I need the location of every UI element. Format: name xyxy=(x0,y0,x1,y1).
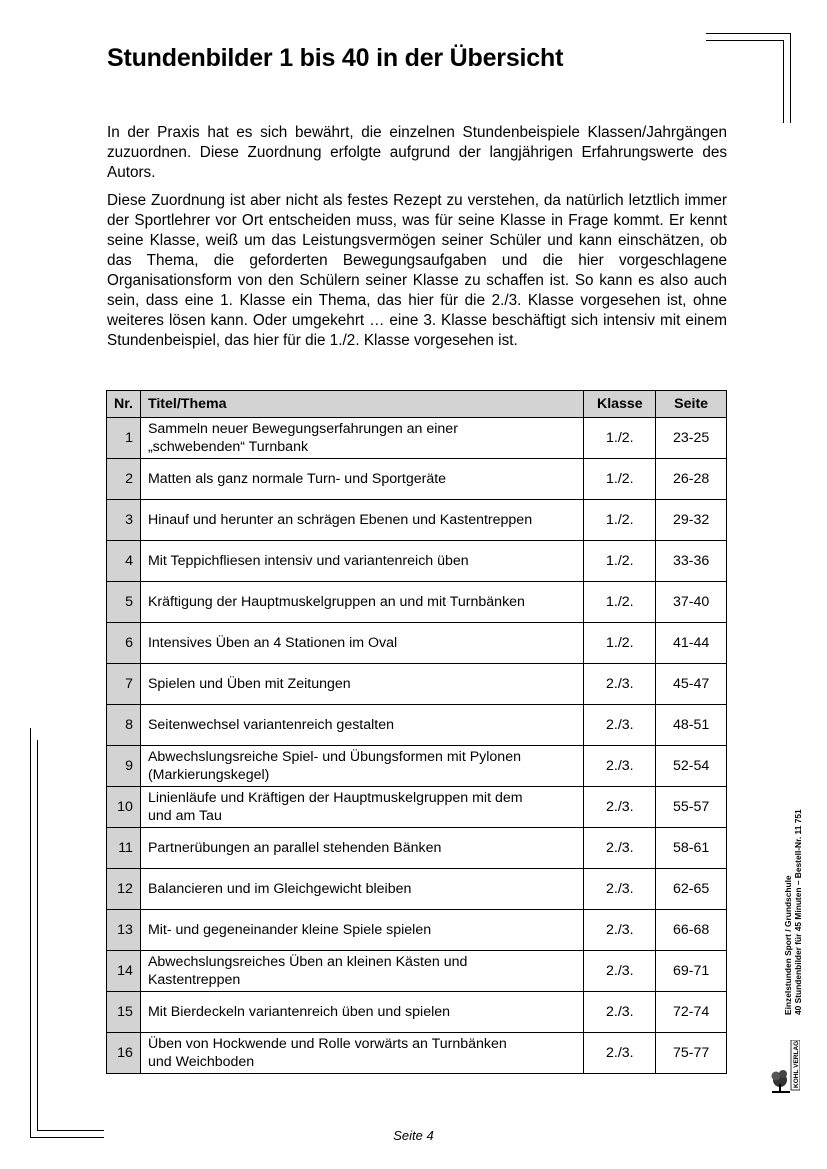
row-number: 15 xyxy=(107,992,141,1033)
row-title xyxy=(140,746,583,787)
row-seite: 66-68 xyxy=(656,910,727,951)
row-title-line-1: Mit Bierdeckeln variantenreich üben und spielen xyxy=(147,1004,451,1020)
intro-paragraph-2: Diese Zuordnung ist aber nicht als festes Rezept zu verstehen, da natürlich letztlich immer der Sportlehrer vor Ort entscheiden muss, was für seine Klasse in Frage kommt. Er kennt seine Klasse, weiß um das Leistungsvermögen seiner Schüler und kann einschätzen, ob das Thema, die geforderten Bewegungsaufgaben und die hier vorgeschlagene Organisationsform von den Schülern seiner Klasse zu schaffen ist. So kann es also auch sein, dass eine 1. Klasse ein Thema, das hier für die 2./3. Klasse vorgesehen ist, ohne weiteres lösen kann. Oder umgekehrt … eine 3. Klasse beschäftigt sich intensiv mit einem Stundenbeispiel, das hier für die 1./2. Klasse vorgesehen ist. xyxy=(107,192,727,349)
table-row xyxy=(107,992,727,1033)
header-seite: Seite xyxy=(656,391,727,418)
row-seite: 69-71 xyxy=(656,951,727,992)
row-title xyxy=(140,828,583,869)
row-klasse: 2./3. xyxy=(584,910,656,951)
row-seite: 29-32 xyxy=(656,500,727,541)
row-title xyxy=(140,623,583,664)
row-number: 14 xyxy=(107,951,141,992)
side-imprint-line-1: Einzelstunden Sport / Grundschule xyxy=(783,875,793,1015)
row-title xyxy=(140,418,583,459)
row-title-line-1: Mit- und gegeneinander kleine Spiele spielen xyxy=(147,922,432,938)
row-number: 11 xyxy=(107,828,141,869)
row-number: 12 xyxy=(107,869,141,910)
row-title xyxy=(140,1033,583,1074)
row-title-line-1: Intensives Üben an 4 Stationen im Oval xyxy=(147,635,398,651)
row-seite: 58-61 xyxy=(656,828,727,869)
row-klasse: 2./3. xyxy=(584,746,656,787)
logo-text: KOHL VERLAG xyxy=(793,1040,800,1088)
table-row xyxy=(107,541,727,582)
row-klasse: 1./2. xyxy=(584,418,656,459)
row-title-line-2: „schwebenden“ Turnbank xyxy=(147,439,309,455)
row-title-line-1: Sammeln neuer Bewegungserfahrungen an einer xyxy=(147,421,458,437)
corner-line-bottom-vertical-inner xyxy=(37,740,38,1131)
table-row xyxy=(107,582,727,623)
row-klasse: 2./3. xyxy=(584,787,656,828)
row-title xyxy=(140,500,583,541)
row-title-line-1: Linienläufe und Kräftigen der Hauptmuskelgruppen mit dem xyxy=(147,790,523,806)
row-klasse: 2./3. xyxy=(584,992,656,1033)
row-klasse: 2./3. xyxy=(584,705,656,746)
table-row xyxy=(107,1033,727,1074)
row-seite: 23-25 xyxy=(656,418,727,459)
publisher-logo xyxy=(770,1040,800,1096)
row-seite: 55-57 xyxy=(656,787,727,828)
row-seite: 41-44 xyxy=(656,623,727,664)
intro-text xyxy=(107,123,727,359)
row-seite: 62-65 xyxy=(656,869,727,910)
row-seite: 72-74 xyxy=(656,992,727,1033)
table-row xyxy=(107,418,727,459)
row-title-line-1: Kräftigung der Hauptmuskelgruppen an und mit Turnbänken xyxy=(147,594,525,610)
row-number: 9 xyxy=(107,746,141,787)
table-row xyxy=(107,705,727,746)
row-seite: 52-54 xyxy=(656,746,727,787)
row-title xyxy=(140,664,583,705)
row-klasse: 1./2. xyxy=(584,623,656,664)
row-klasse: 1./2. xyxy=(584,459,656,500)
row-title-line-2: Kastentreppen xyxy=(147,972,241,988)
page-title: Stundenbilder 1 bis 40 in der Übersicht xyxy=(107,44,564,72)
tree-icon xyxy=(770,1040,800,1096)
row-title xyxy=(140,951,583,992)
row-number: 10 xyxy=(107,787,141,828)
header-nr: Nr. xyxy=(107,391,141,418)
row-title-line-1: Hinauf und herunter an schrägen Ebenen und Kastentreppen xyxy=(147,512,533,528)
table-body xyxy=(107,418,727,1074)
row-title xyxy=(140,992,583,1033)
row-title xyxy=(140,459,583,500)
row-title-line-1: Matten als ganz normale Turn- und Sportgeräte xyxy=(147,471,447,487)
row-title-line-1: Seitenwechsel variantenreich gestalten xyxy=(147,717,395,733)
row-seite: 37-40 xyxy=(656,582,727,623)
table-row xyxy=(107,787,727,828)
row-number: 13 xyxy=(107,910,141,951)
corner-line-top-vertical-outer xyxy=(790,33,791,123)
row-title-line-1: Spielen und Üben mit Zeitungen xyxy=(147,676,351,692)
row-number: 1 xyxy=(107,418,141,459)
row-number: 6 xyxy=(107,623,141,664)
row-klasse: 1./2. xyxy=(584,541,656,582)
row-title-line-1: Abwechslungsreiches Üben an kleinen Kästen und xyxy=(147,954,468,970)
row-seite: 75-77 xyxy=(656,1033,727,1074)
row-title-line-1: Mit Teppichfliesen intensiv und variantenreich üben xyxy=(147,553,469,569)
row-title xyxy=(140,869,583,910)
row-seite: 48-51 xyxy=(656,705,727,746)
row-number: 2 xyxy=(107,459,141,500)
header-titel: Titel/Thema xyxy=(140,391,583,418)
intro-paragraph-1: In der Praxis hat es sich bewährt, die einzelnen Stundenbeispiele Klassen/Jahrgängen zuzuordnen. Diese Zuordnung erfolgte aufgrund der langjährigen Erfahrungswerte des Autors. xyxy=(107,124,727,181)
row-klasse: 2./3. xyxy=(584,1033,656,1074)
table-row xyxy=(107,459,727,500)
row-klasse: 2./3. xyxy=(584,664,656,705)
row-number: 4 xyxy=(107,541,141,582)
row-seite: 45-47 xyxy=(656,664,727,705)
row-seite: 33-36 xyxy=(656,541,727,582)
row-title xyxy=(140,910,583,951)
row-title xyxy=(140,582,583,623)
lesson-overview-table xyxy=(106,390,727,1074)
header-klasse: Klasse xyxy=(584,391,656,418)
row-title xyxy=(140,541,583,582)
corner-line-top-horizontal-outer xyxy=(706,33,791,34)
table-row xyxy=(107,746,727,787)
row-number: 16 xyxy=(107,1033,141,1074)
table-row xyxy=(107,910,727,951)
table-row xyxy=(107,869,727,910)
table-row xyxy=(107,828,727,869)
row-title-line-1: Abwechslungsreiche Spiel- und Übungsformen mit Pylonen xyxy=(147,749,521,765)
table-row xyxy=(107,664,727,705)
row-title-line-2: und Weichboden xyxy=(147,1054,255,1070)
row-klasse: 1./2. xyxy=(584,582,656,623)
table-row xyxy=(107,951,727,992)
row-number: 8 xyxy=(107,705,141,746)
corner-line-bottom-vertical-outer xyxy=(30,728,31,1138)
table-header-row xyxy=(107,391,727,418)
row-klasse: 2./3. xyxy=(584,951,656,992)
row-title-line-2: (Markierungskegel) xyxy=(147,767,270,783)
side-imprint xyxy=(783,760,803,1060)
corner-line-top-horizontal-inner xyxy=(706,40,784,41)
row-number: 5 xyxy=(107,582,141,623)
row-klasse: 2./3. xyxy=(584,828,656,869)
page-number: Seite 4 xyxy=(393,1128,434,1143)
row-title-line-1: Balancieren und im Gleichgewicht bleiben xyxy=(147,881,412,897)
row-klasse: 2./3. xyxy=(584,869,656,910)
row-title-line-2: und am Tau xyxy=(147,808,222,824)
row-number: 3 xyxy=(107,500,141,541)
table-row xyxy=(107,500,727,541)
row-number: 7 xyxy=(107,664,141,705)
side-imprint-line-2: 40 Stundenbilder für 45 Minuten – Bestell-Nr. 11 751 xyxy=(793,809,803,1015)
row-title xyxy=(140,705,583,746)
row-title-line-1: Üben von Hockwende und Rolle vorwärts an Turnbänken xyxy=(147,1036,507,1052)
corner-line-top-vertical-inner xyxy=(783,40,784,123)
row-title-line-1: Partnerübungen an parallel stehenden Bänken xyxy=(147,840,442,856)
row-title xyxy=(140,787,583,828)
row-seite: 26-28 xyxy=(656,459,727,500)
table-row xyxy=(107,623,727,664)
row-klasse: 1./2. xyxy=(584,500,656,541)
